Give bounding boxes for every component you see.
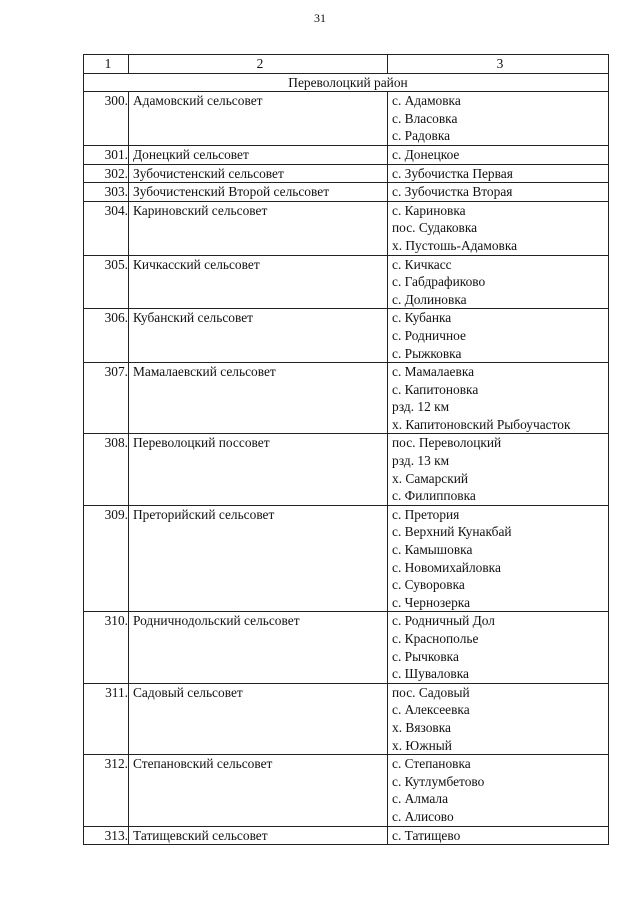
table-row — [84, 201, 609, 255]
row-number: 311. — [84, 683, 129, 754]
settlement-name: с. Капитоновка — [392, 381, 479, 397]
settlements-cell — [388, 826, 609, 845]
settlement-name: с. Кариновка — [392, 202, 466, 218]
row-number: 309. — [84, 505, 129, 612]
table-row — [84, 92, 609, 146]
row-number: 313. — [84, 826, 129, 845]
row-number: 310. — [84, 612, 129, 683]
settlement-name: пос. Садовый — [392, 684, 470, 700]
settlement-name: с. Новомихайловка — [392, 559, 501, 575]
settlement-name: с. Верхний Кунакбай — [392, 524, 512, 540]
settlements-cell — [388, 92, 609, 146]
settlement-name: с. Камышовка — [392, 542, 473, 558]
row-number: 303. — [84, 183, 129, 202]
settlements-cell — [388, 183, 609, 202]
table-row — [84, 145, 609, 164]
settlements-cell — [388, 164, 609, 183]
municipality-name: Кубанский сельсовет — [129, 309, 388, 363]
column-header-3: 3 — [388, 55, 609, 74]
settlement-name: с. Претория — [392, 506, 460, 522]
row-number: 302. — [84, 164, 129, 183]
settlements-cell — [388, 505, 609, 612]
settlement-name: с. Кутлумбетово — [392, 773, 485, 789]
row-number: 300. — [84, 92, 129, 146]
settlement-name: с. Филипповка — [392, 488, 476, 504]
row-number: 304. — [84, 201, 129, 255]
settlement-name: с. Мамалаевка — [392, 364, 475, 380]
settlement-name: с. Донецкое — [392, 146, 460, 162]
municipality-name: Переволоцкий поссовет — [129, 434, 388, 505]
table-row — [84, 309, 609, 363]
table-row — [84, 612, 609, 683]
table-row — [84, 183, 609, 202]
settlement-name: х. Южный — [392, 737, 452, 753]
settlement-name: с. Кубанка — [392, 310, 452, 326]
row-number: 305. — [84, 255, 129, 309]
row-number: 306. — [84, 309, 129, 363]
row-number: 308. — [84, 434, 129, 505]
settlement-name: с. Рыжковка — [392, 345, 462, 361]
table-row — [84, 683, 609, 754]
settlement-name: с. Суворовка — [392, 577, 465, 593]
table-row — [84, 164, 609, 183]
settlement-name: с. Алмала — [392, 791, 449, 807]
table-row — [84, 505, 609, 612]
settlements-cell — [388, 255, 609, 309]
settlements-cell — [388, 309, 609, 363]
municipality-name: Зубочистенский сельсовет — [129, 164, 388, 183]
municipality-name: Зубочистенский Второй сельсовет — [129, 183, 388, 202]
settlement-name: с. Чернозерка — [392, 594, 471, 610]
table-row — [84, 255, 609, 309]
settlement-name: с. Радовка — [392, 128, 451, 144]
settlement-name: х. Капитоновский Рыбоучасток — [392, 416, 571, 432]
settlement-name: с. Долиновка — [392, 291, 467, 307]
settlements-cell — [388, 755, 609, 826]
settlement-name: с. Зубочистка Вторая — [392, 184, 513, 200]
municipality-name: Родничнодольский сельсовет — [129, 612, 388, 683]
settlement-name: с. Власовка — [392, 110, 458, 126]
settlement-name: с. Алексеевка — [392, 702, 470, 718]
municipalities-table — [83, 54, 609, 845]
region-row — [84, 73, 609, 92]
settlement-name: х. Вязовка — [392, 719, 451, 735]
settlements-cell — [388, 363, 609, 434]
settlement-name: с. Рычковка — [392, 648, 459, 664]
table-row — [84, 434, 609, 505]
table-row — [84, 755, 609, 826]
settlement-name: пос. Переволоцкий — [392, 435, 502, 451]
settlement-name: с. Татищево — [392, 827, 461, 843]
municipality-name: Донецкий сельсовет — [129, 145, 388, 164]
municipality-name: Мамалаевский сельсовет — [129, 363, 388, 434]
settlements-cell — [388, 145, 609, 164]
settlement-name: с. Зубочистка Первая — [392, 165, 513, 181]
municipality-name: Татищевский сельсовет — [129, 826, 388, 845]
settlement-name: х. Пустошь-Адамовка — [392, 237, 518, 253]
settlement-name: с. Шуваловка — [392, 666, 469, 682]
settlements-cell — [388, 434, 609, 505]
municipality-name: Степановский сельсовет — [129, 755, 388, 826]
municipality-name: Адамовский сельсовет — [129, 92, 388, 146]
settlement-name: с. Родничное — [392, 327, 466, 343]
municipality-name: Садовый сельсовет — [129, 683, 388, 754]
column-header-2: 2 — [129, 55, 388, 74]
settlement-name: пос. Судаковка — [392, 220, 478, 236]
table-row — [84, 826, 609, 845]
settlements-cell — [388, 612, 609, 683]
municipality-name: Кичкасский сельсовет — [129, 255, 388, 309]
row-number: 312. — [84, 755, 129, 826]
page-number: 31 — [314, 11, 326, 25]
column-header-1: 1 — [84, 55, 129, 74]
region-title: Переволоцкий район — [84, 73, 609, 92]
settlement-name: х. Самарский — [392, 470, 469, 486]
settlement-name: с. Степановка — [392, 756, 471, 772]
settlement-name: рзд. 12 км — [392, 399, 450, 415]
municipality-name: Преторийский сельсовет — [129, 505, 388, 612]
settlement-name: с. Кичкасс — [392, 256, 452, 272]
settlements-cell — [388, 201, 609, 255]
row-number: 307. — [84, 363, 129, 434]
settlement-name: с. Габдрафиково — [392, 274, 486, 290]
header-row — [84, 55, 609, 74]
settlement-name: с. Адамовка — [392, 93, 461, 109]
municipality-name: Кариновский сельсовет — [129, 201, 388, 255]
settlement-name: с. Краснополье — [392, 631, 479, 646]
table-row — [84, 363, 609, 434]
settlement-name: рзд. 13 км — [392, 453, 450, 469]
settlement-name: с. Алисово — [392, 808, 454, 824]
settlements-cell — [388, 683, 609, 754]
settlement-name: с. Родничный Дол — [392, 613, 495, 629]
row-number: 301. — [84, 145, 129, 164]
